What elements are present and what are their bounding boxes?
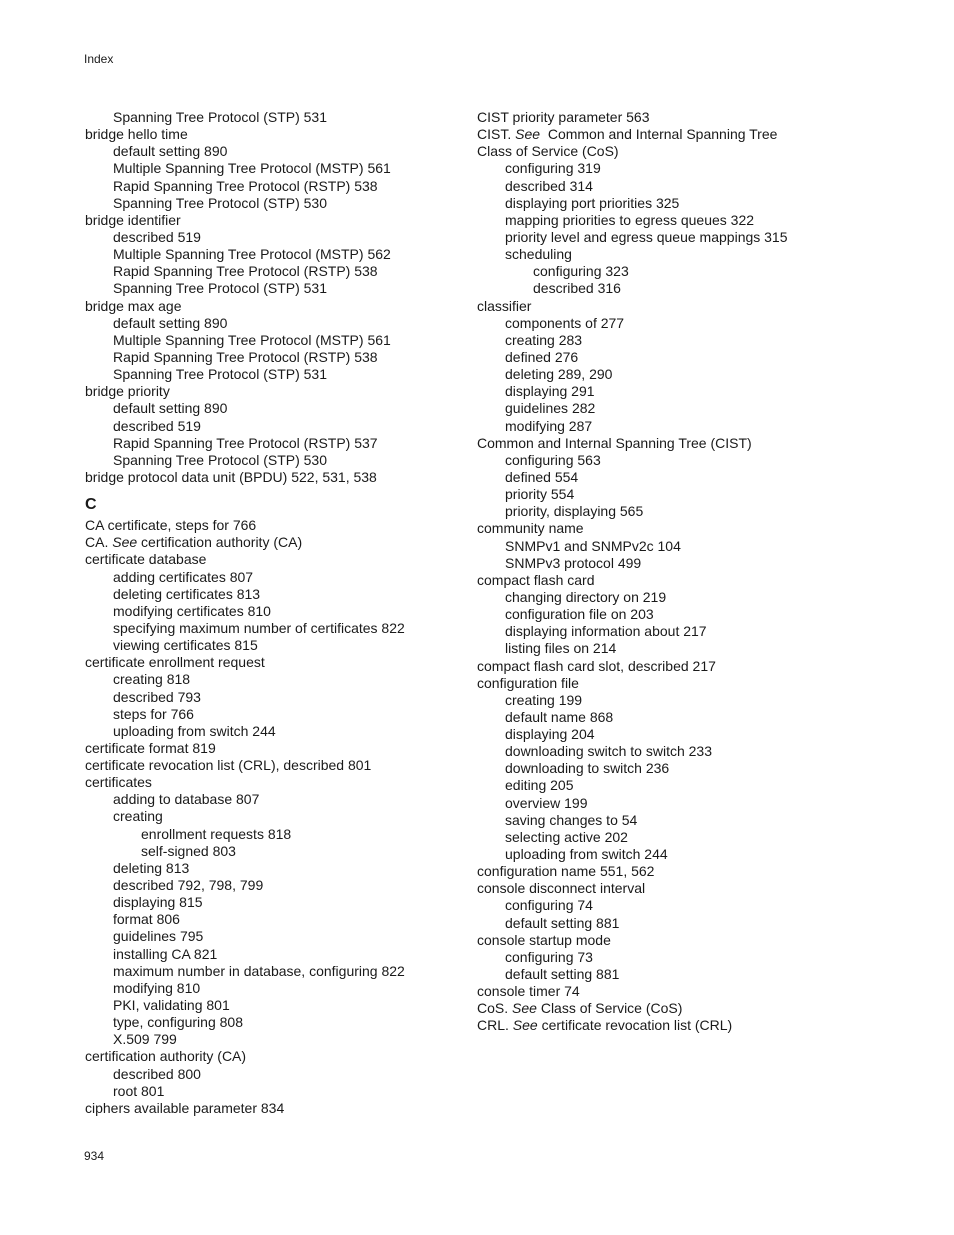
index-subentry: configuring 319 [505,160,601,177]
index-entry: classifier [477,297,532,314]
index-entry: ciphers available parameter 834 [85,1099,285,1116]
index-subentry: deleting certificates 813 [113,585,261,602]
see-target: certificate revocation list (CRL) [541,1017,733,1034]
index-subentry: configuring 73 [505,948,593,965]
index-subentry: adding certificates 807 [113,568,254,585]
index-subentry: maximum number in database, configuring 822 [113,962,405,979]
index-subentry: default name 868 [505,708,614,725]
index-subentry: defined 276 [505,348,579,365]
index-entry: bridge max age [85,297,182,314]
index-subentry: described 314 [505,177,593,194]
index-subsubentry: configuring 323 [533,263,629,280]
index-subentry: described 792, 798, 799 [113,877,264,894]
index-subentry: defined 554 [505,468,579,485]
index-subentry: creating 199 [505,691,583,708]
index-entry: certificates [85,774,152,791]
index-subentry: displaying port priorities 325 [505,194,680,211]
index-subentry: priority 554 [505,486,575,503]
index-subentry: creating [113,808,163,825]
index-subentry: viewing certificates 815 [113,637,258,654]
index-subentry: Spanning Tree Protocol (STP) 530 [113,194,328,211]
index-subentry: default setting 890 [113,143,228,160]
index-subentry: steps for 766 [113,705,194,722]
index-subentry: changing directory on 219 [505,588,667,605]
index-subentry: downloading to switch 236 [505,760,670,777]
index-subentry: Rapid Spanning Tree Protocol (RSTP) 537 [113,434,378,451]
index-entry: certification authority (CA) [85,1048,247,1065]
index-subentry: configuring 563 [505,451,601,468]
section-letter-heading: C [85,496,97,514]
index-entry: bridge identifier [85,211,181,228]
index-subentry: Spanning Tree Protocol (STP) 530 [113,451,328,468]
see-prefix: CA. [85,534,109,551]
index-subentry: priority, displaying 565 [505,503,644,520]
index-entry: CIST priority parameter 563 [477,109,650,125]
index-entry: certificate format 819 [85,739,216,756]
index-subentry: uploading from switch 244 [505,846,668,863]
index-entry: Class of Service (CoS) [477,143,619,160]
see-keyword: See [512,1000,537,1017]
index-subentry: Rapid Spanning Tree Protocol (RSTP) 538 [113,263,378,280]
index-entry: bridge priority [85,383,170,400]
index-entry: Common and Internal Spanning Tree (CIST) [477,434,752,451]
index-subentry: modifying 810 [113,979,201,996]
index-subentry: editing 205 [505,777,574,794]
index-subentry: displaying information about 217 [505,623,707,640]
see-keyword: See [512,1017,538,1034]
index-subentry: SNMPv1 and SNMPv2c 104 [505,537,681,554]
index-entry: configuration file [477,674,579,691]
index-entry: compact flash card [477,571,595,588]
index-subentry: guidelines 795 [113,928,204,945]
index-subentry: default setting 881 [505,966,620,983]
index-subentry: deleting 813 [113,859,190,876]
see-target: Common and Internal Spanning Tree [547,126,778,143]
see-target: certification authority (CA) [141,534,303,551]
index-entry: CA certificate, steps for 766 [85,517,257,534]
index-subentry: installing CA 821 [113,945,218,962]
index-subentry: PKI, validating 801 [113,997,230,1014]
index-subentry: uploading from switch 244 [113,722,276,739]
index-entry: certificate database [85,551,207,568]
index-subentry: components of 277 [505,314,625,331]
index-entry: console timer 74 [477,983,580,1000]
index-subsubentry: described 316 [533,280,621,297]
see-keyword: See [112,534,138,551]
index-subentry: described 793 [113,688,201,705]
index-column-right [477,109,877,1035]
index-see-entry [477,1017,877,1034]
index-see-entry [477,1000,877,1017]
index-subentry: Rapid Spanning Tree Protocol (RSTP) 538 [113,177,378,194]
index-entry: certificate revocation list (CRL), described 801 [85,757,372,774]
index-entry: console disconnect interval [477,880,646,897]
index-subentry: X.509 799 [113,1031,177,1048]
index-subentry: displaying 291 [505,383,595,400]
index-subentry: Spanning Tree Protocol (STP) 531 [113,366,328,383]
index-subentry: modifying 287 [505,417,593,434]
index-subentry: configuring 74 [505,897,593,914]
index-subentry: Spanning Tree Protocol (STP) 531 [113,280,328,297]
index-subentry: deleting 289, 290 [505,366,613,383]
see-prefix: CRL. [477,1017,509,1034]
index-subentry: adding to database 807 [113,791,260,808]
index-subsubentry: self-signed 803 [141,842,236,859]
index-entry: bridge hello time [85,126,188,143]
index-subentry: listing files on 214 [505,640,617,657]
index-subentry: creating 818 [113,671,191,688]
index-subentry: displaying 815 [113,894,203,911]
index-subentry: default setting 881 [505,914,620,931]
index-subentry: displaying 204 [505,726,595,743]
index-subentry: described 519 [113,417,201,434]
index-entry: certificate enrollment request [85,654,265,671]
index-subentry: format 806 [113,911,180,928]
index-subentry: default setting 890 [113,400,228,417]
index-subentry: described 519 [113,228,201,245]
index-subentry: downloading switch to switch 233 [505,743,713,760]
index-subentry: mapping priorities to egress queues 322 [505,211,755,228]
index-subentry: priority level and egress queue mappings 315 [505,228,788,245]
index-subentry: described 800 [113,1065,201,1082]
index-column-left [85,109,465,1117]
index-subentry: overview 199 [505,794,588,811]
index-subentry: guidelines 282 [505,400,596,417]
index-entry: community name [477,520,584,537]
index-see-entry [85,534,465,551]
index-see-entry [477,126,877,143]
index-subentry: root 801 [113,1082,165,1099]
page-number: 934 [84,1149,105,1163]
index-subentry: Multiple Spanning Tree Protocol (MSTP) 562 [113,246,391,263]
index-subentry: type, configuring 808 [113,1014,243,1031]
index-subentry: Multiple Spanning Tree Protocol (MSTP) 561 [113,331,391,348]
see-prefix: CIST. [477,126,512,143]
see-target: Class of Service (CoS) [540,1000,683,1017]
index-subsubentry: enrollment requests 818 [141,825,292,842]
index-subentry: saving changes to 54 [505,811,638,828]
index-subentry: SNMPv3 protocol 499 [505,554,642,571]
index-subentry: creating 283 [505,331,583,348]
see-prefix: CoS. [477,1000,509,1017]
running-header: Index [84,52,114,66]
index-entry: bridge protocol data unit (BPDU) 522, 531, 538 [85,468,377,485]
see-keyword: See [515,126,541,143]
index-subentry: selecting active 202 [505,828,628,845]
index-entry: console startup mode [477,931,611,948]
index-subentry: modifying certificates 810 [113,602,271,619]
index-subentry: specifying maximum number of certificates 822 [113,619,405,636]
index-subentry: Rapid Spanning Tree Protocol (RSTP) 538 [113,348,378,365]
index-subentry: default setting 890 [113,314,228,331]
index-subentry: scheduling [505,246,572,263]
index-subentry: Spanning Tree Protocol (STP) 531 [113,109,328,125]
index-subentry: Multiple Spanning Tree Protocol (MSTP) 561 [113,160,391,177]
index-subentry: configuration file on 203 [505,606,654,623]
index-entry: compact flash card slot, described 217 [477,657,716,674]
index-entry: configuration name 551, 562 [477,863,655,880]
